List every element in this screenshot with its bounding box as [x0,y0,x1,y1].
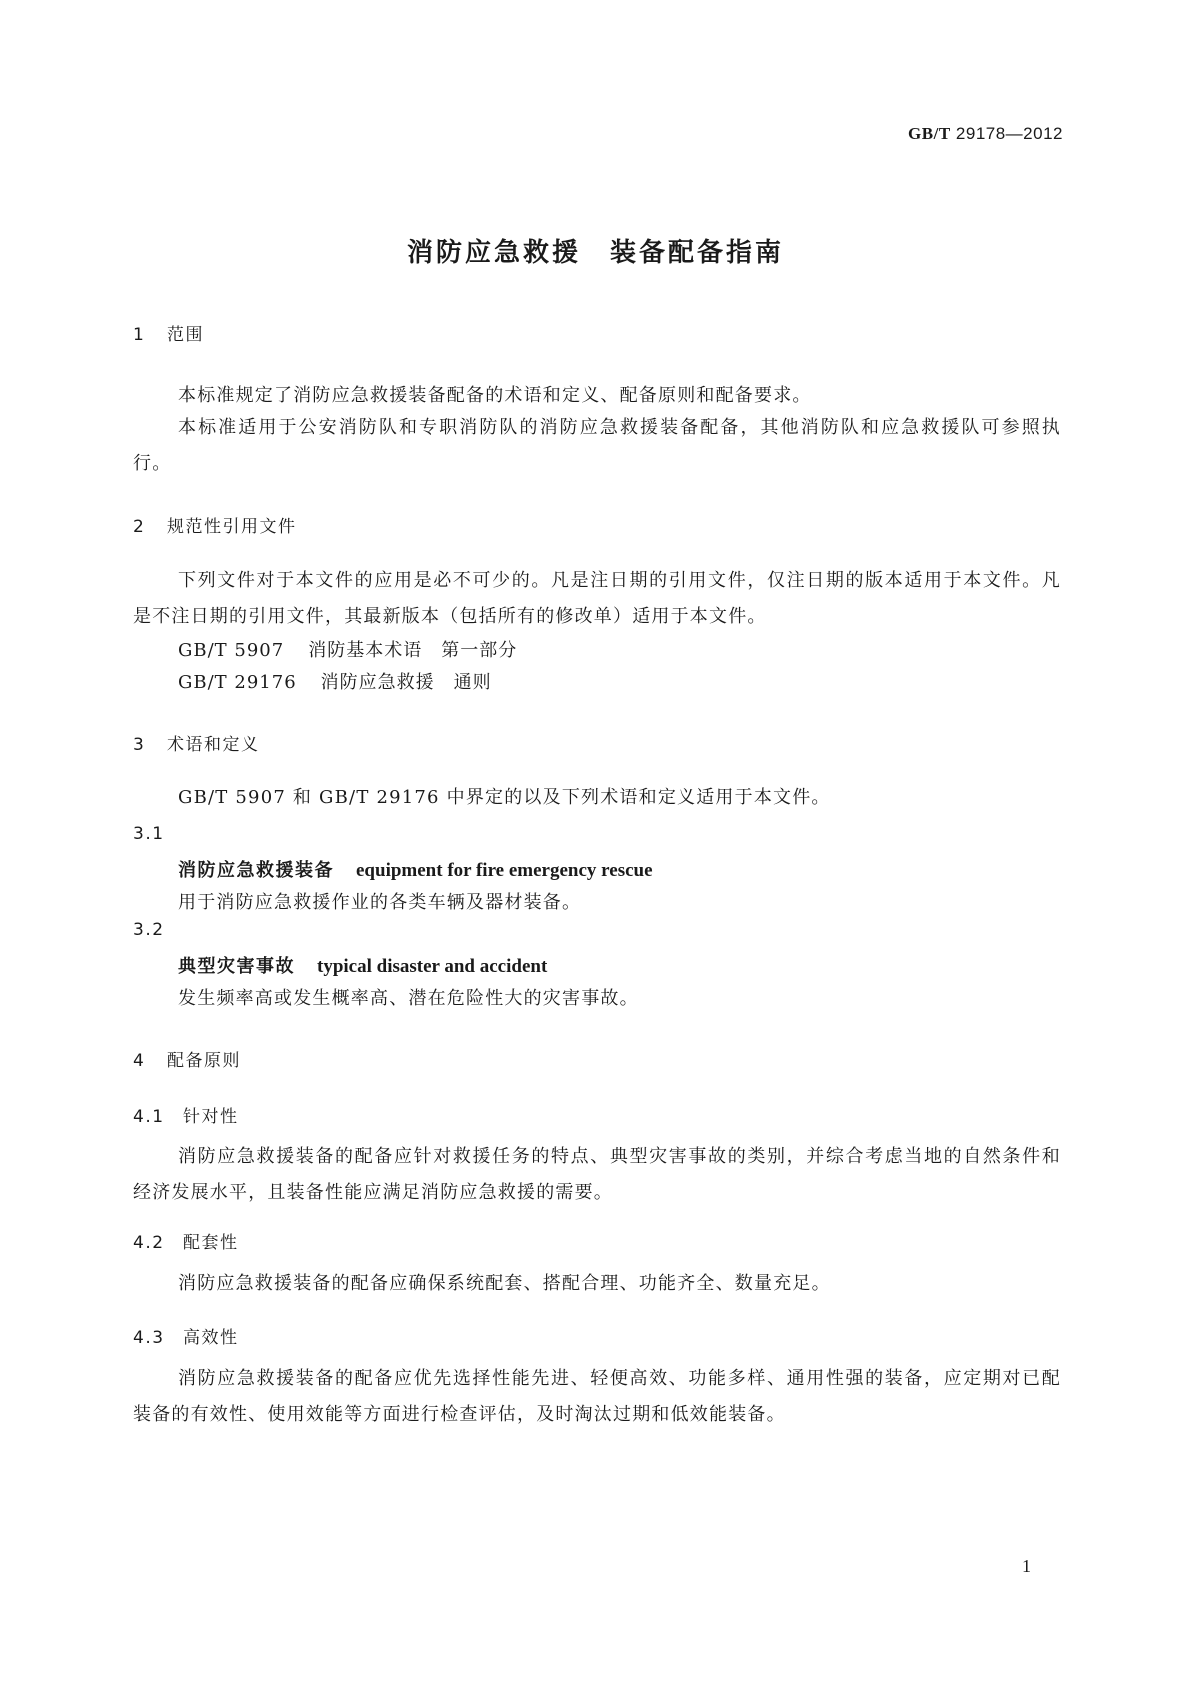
reference-name: 消防基本术语 第一部分 [308,640,518,661]
standard-code: 29178—2012 [955,124,1063,143]
subsection-title: 配套性 [183,1233,239,1253]
document-title: 消防应急救援 装备配备指南 [406,238,784,268]
section-number: 3 [133,735,146,755]
section-1-paragraph-1: 本标准规定了消防应急救援装备配备的术语和定义、配备原则和配备要求。 [178,385,812,406]
subsection-title: 针对性 [183,1107,239,1127]
standard-number [908,124,1063,144]
page-number: 1 [1022,1556,1031,1576]
term-english: typical disaster and accident [317,956,548,977]
subsection-title: 高效性 [183,1328,239,1348]
subsection-number: 4.1 [133,1107,165,1127]
reference-code: GB/T 29176 [178,672,297,693]
section-title: 范围 [167,325,204,345]
normative-reference [178,636,517,662]
term-number: 3.2 [133,920,165,940]
term-entry [178,952,547,978]
section-number: 2 [133,517,146,537]
section-number: 1 [133,325,146,345]
section-title: 配备原则 [167,1051,241,1071]
subsection-number: 4.2 [133,1233,165,1253]
term-definition: 用于消防应急救援作业的各类车辆及器材装备。 [178,892,582,913]
reference-name: 消防应急救援 通则 [320,672,492,693]
subsection-4-2-paragraph: 消防应急救援装备的配备应确保系统配套、搭配合理、功能齐全、数量充足。 [178,1273,831,1294]
term-english: equipment for fire emergency rescue [356,860,653,881]
subsection-4-3-paragraph: 消防应急救援装备的配备应优先选择性能先进、轻便高效、功能多样、通用性强的装备，应定期对已配装备的有效性、使用效能等方面进行检查评估，及时淘汰过期和低效能装备。 [133,1368,1061,1425]
section-title: 规范性引用文件 [167,517,297,537]
standard-prefix: GB/T [908,124,951,143]
subsection-number: 4.3 [133,1328,165,1348]
reference-code: GB/T 5907 [178,640,285,661]
normative-reference [178,668,492,694]
subsection-4-1-paragraph: 消防应急救援装备的配备应针对救援任务的特点、典型灾害事故的类别，并综合考虑当地的自然条件和经济发展水平，且装备性能应满足消防应急救援的需要。 [133,1146,1061,1203]
subsection-4-2-heading [133,1228,239,1253]
section-4-heading [133,1046,241,1071]
term-chinese: 典型灾害事故 [178,956,295,977]
term-number: 3.1 [133,824,165,844]
section-2-heading [133,512,297,537]
subsection-4-1-heading [133,1102,239,1127]
subsection-4-3-heading [133,1323,239,1348]
section-1-paragraph-2: 本标准适用于公安消防队和专职消防队的消防应急救援装备配备，其他消防队和应急救援队可参照执行。 [133,417,1061,474]
section-title: 术语和定义 [167,735,260,755]
section-3-paragraph-1: GB/T 5907 和 GB/T 29176 中界定的以及下列术语和定义适用于本文件。 [178,787,831,808]
term-definition: 发生频率高或发生概率高、潜在危险性大的灾害事故。 [178,988,639,1009]
section-2-paragraph-1: 下列文件对于本文件的应用是必不可少的。凡是注日期的引用文件，仅注日期的版本适用于本文件。凡是不注日期的引用文件，其最新版本（包括所有的修改单）适用于本文件。 [133,570,1061,627]
section-number: 4 [133,1051,146,1071]
section-3-heading [133,730,260,755]
term-chinese: 消防应急救援装备 [178,860,334,881]
section-1-heading [133,320,204,345]
term-entry [178,856,653,882]
